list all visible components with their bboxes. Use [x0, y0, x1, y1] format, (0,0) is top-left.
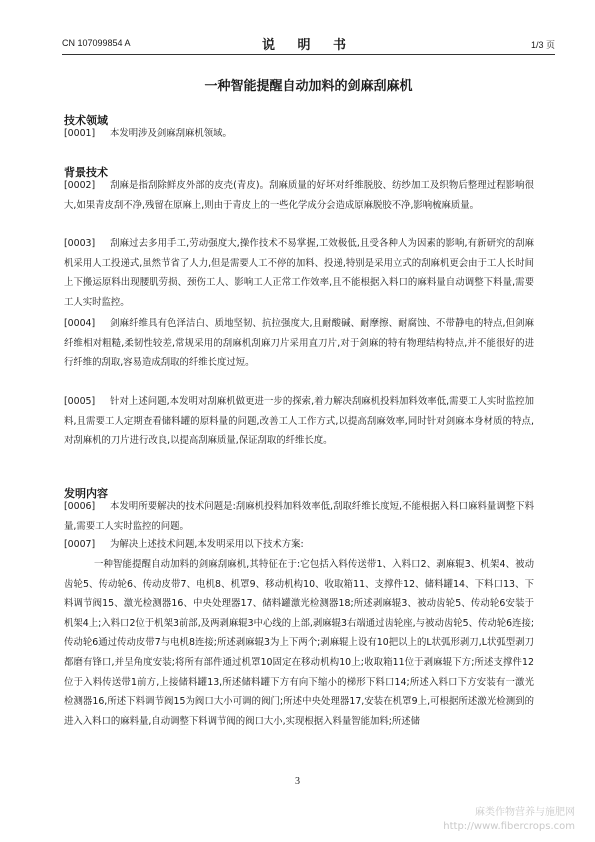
paragraph-text: 一种智能提醒自动加料的剑麻刮麻机,其特征在于:它包括入料传送带1、入料口2、剥麻辊3、机架4、被动齿轮5、传动轮6、传动皮带7、电机8、机罩9、移动机构10、收取箱11、支撑件12、储料罐14、下料口13、下料调节阀15、激光检测器16、中央处理器17、储料罐激光检测器18;所述剥麻辊3、被动齿轮5、传动轮6安装于机架4上;入料口2位于机架3前部,及两剥麻辊3中心线的上部,剥麻辊3右端通过齿轮座,与被动齿轮5、传动轮6连接;传动轮6通过传动皮带7与电机8连接;所述剥麻辊3为上下两个;剥麻辊上设有10把以上的L状弧形剥刀,L状弧型剥刀都磨有锋口,并呈角度安装;将所有部件通过机罩10固定在移动机构10上;收取箱11位于剥麻辊下方;所述支撑件12位于入料传送带1前方,上接储料罐13,所述储料罐下方有向下缩小的梯形下料口14;所述入料口下方安装有一激光检测器16,所述下料调节阀15为阀口大小可调的阀门;所述中央处理器17,安装在机罩9上,可根据所述激光检测到的进入入料口的麻料量,自动调整下料调节阀的阀口大小,实现根据入料量智能加料;所述储 [64, 559, 534, 727]
paragraph-0002 [64, 176, 534, 215]
paragraph-0004 [64, 314, 534, 373]
paragraph-0003 [64, 234, 534, 312]
paragraph-text: 刮麻是指刮除鲜皮外部的皮壳(青皮)。刮麻质量的好坏对纤维脱胶、纺纱加工及织物后整理过程影响很大,如果青皮刮不净,残留在原麻上,则由于青皮上的一些化学成分会造成原麻脱胶不净,影响梳麻质量。 [64, 180, 534, 211]
paragraph-text: 刮麻过去多用手工,劳动强度大,操作技术不易掌握,工效极低,且受各种人为因素的影响,有新研究的刮麻机采用人工投递式,虽然节省了人力,但是需要人工不停的加料、投递,特别是采用立式的刮麻机更会由于工人长时间上下搬运原料出现腰肌劳损、颈伤工人、影响工人正常工作效率,且不能根据入料口的麻料量自动调整下料量,需要工人实时监控。 [64, 238, 534, 308]
paragraph-0006 [64, 497, 534, 536]
document-type: 说 明 书 [261, 38, 356, 53]
paragraph-number: [0007] [64, 539, 96, 550]
page-indicator: 1/3 页 [530, 40, 555, 50]
paragraph-number: [0004] [64, 318, 96, 329]
page-header [62, 34, 555, 55]
watermark-site-name: 麻类作物营养与施肥网 [475, 807, 575, 818]
section-heading-tech-field: 技术领域 [64, 114, 108, 127]
document-title: 一种智能提醒自动加料的剑麻刮麻机 [204, 79, 413, 94]
watermark-url: http://www.fibercrops.com [443, 821, 575, 832]
paragraph-number: [0001] [64, 128, 96, 139]
paragraph-text: 剑麻纤维具有色泽洁白、质地坚韧、抗拉强度大,且耐酸碱、耐摩擦、耐腐蚀、不带静电的特点,但剑麻纤维相对粗糙,柔韧性较差,常规采用的刮麻机刮麻刀片采用直刀片,对于剑麻的特有物理结构特点,并不能很好的进行纤维的刮取,容易造成刮取的纤维长度过短。 [64, 318, 534, 369]
section-heading-invention: 发明内容 [64, 487, 108, 500]
paragraph-0007 [64, 535, 534, 555]
watermark [443, 806, 575, 834]
paragraph-text: 本发明所要解决的技术问题是:刮麻机投料加料效率低,刮取纤维长度短,不能根据入料口麻料量调整下料量,需要工人实时监控的问题。 [64, 501, 534, 532]
document-id: CN 107099854 A [62, 38, 131, 48]
section-heading-background: 背景技术 [64, 166, 108, 179]
paragraph-number: [0006] [64, 501, 96, 512]
page-number: 3 [295, 776, 300, 787]
paragraph-text: 针对上述问题,本发明对刮麻机做更进一步的探索,着力解决刮麻机投料加料效率低,需要工人实时监控加料,且需要工人定期查看储料罐的原料量的问题,改善工人工作方式,以提高刮麻效率,同时针对剑麻本身材质的特点,对刮麻机的刀片进行改良,以提高刮麻质量,保证刮取的纤维长度。 [64, 396, 534, 447]
paragraph-number: [0005] [64, 396, 96, 407]
paragraph-0001 [64, 124, 534, 144]
paragraph-claim-body [64, 555, 534, 731]
paragraph-0005 [64, 392, 534, 451]
paragraph-number: [0003] [64, 238, 96, 249]
paragraph-text: 本发明涉及剑麻刮麻机领域。 [110, 128, 232, 139]
paragraph-text: 为解决上述技术问题,本发明采用以下技术方案: [110, 539, 304, 550]
paragraph-number: [0002] [64, 180, 96, 191]
